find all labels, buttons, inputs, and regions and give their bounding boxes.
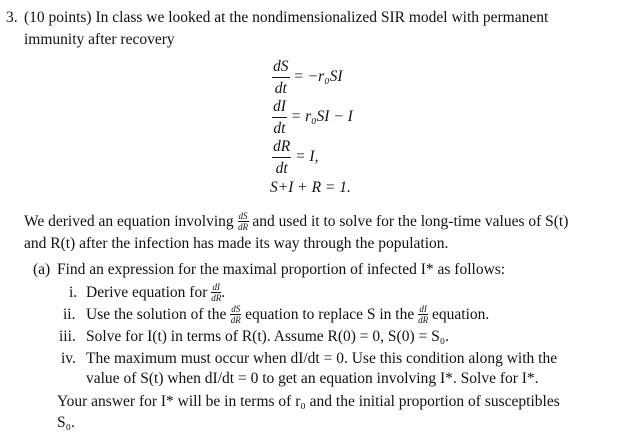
equation-rhs: = r₀SI − I: [290, 108, 353, 126]
fraction-numerator: dR: [272, 139, 291, 158]
derived-line1: [24, 212, 568, 232]
item-iii-label: iii.: [59, 328, 76, 345]
item-iii-text: Solve for I(t) in terms of R(t). Assume R(0) = 0, S(0) = S₀.: [86, 328, 449, 345]
fraction-numerator: dS: [238, 211, 248, 222]
item-iv-line2: value of S(t) when dI/dt = 0 to get an equation involving I*. Solve for I*.: [86, 370, 539, 387]
equation-di-dt: [272, 99, 353, 139]
answer-line2: S₀.: [57, 414, 75, 431]
fraction-numerator: dI: [272, 99, 287, 118]
fraction-numerator: dI: [419, 304, 427, 315]
fraction-dr-dt: [272, 139, 291, 176]
item-ii-text-a: Use the solution of the: [86, 306, 231, 323]
fraction-numerator: dS: [272, 59, 290, 78]
equation-rhs: = −r₀SI: [293, 68, 343, 86]
derived-text-b: and used it to solve for the long-time values of S(t): [248, 213, 569, 230]
problem-number: 3.: [6, 9, 18, 26]
answer-line1: Your answer for I* will be in terms of r₀ and the initial proportion of susceptibles: [57, 393, 560, 410]
fraction-denominator: dt: [273, 119, 286, 137]
item-i-text: [86, 283, 225, 303]
fraction-denominator: dt: [275, 159, 288, 177]
item-ii-text-b: equation to replace S in the: [241, 306, 419, 323]
item-iv-label: iv.: [61, 350, 76, 367]
fraction-di-dr: [211, 283, 221, 303]
equation-ds-dt: [272, 59, 343, 99]
part-a-label: (a): [33, 261, 51, 278]
fraction-denominator: dR: [211, 293, 222, 304]
fraction-ds-dr: [230, 305, 241, 325]
item-ii-label: ii.: [63, 306, 76, 323]
fraction-ds-dt: [272, 59, 290, 96]
fraction-denominator: dR: [238, 222, 249, 233]
item-i-end: .: [221, 284, 226, 301]
fraction-numerator: dS: [231, 304, 241, 315]
equation-rhs: = I,: [295, 148, 319, 166]
problem-header-line1: (10 points) In class we looked at the nondimensionalized SIR model with permanent: [24, 9, 549, 26]
fraction-numerator: dI: [212, 282, 220, 293]
fraction-ds-dr: [238, 212, 249, 232]
fraction-di-dr: [418, 305, 428, 325]
derived-text-a: We derived an equation involving: [24, 213, 238, 230]
item-ii-text-c: equation.: [428, 306, 490, 323]
fraction-denominator: dt: [274, 79, 287, 97]
item-ii-text: [86, 305, 489, 325]
item-iv-line1: The maximum must occur when dI/dt = 0. Use this condition along with the: [86, 350, 558, 367]
problem-header-line2: immunity after recovery: [24, 31, 175, 48]
fraction-denominator: dR: [230, 315, 241, 326]
item-i-label: i.: [69, 284, 78, 301]
derived-line2: and R(t) after the infection has made its way through the population.: [24, 235, 449, 252]
fraction-denominator: dR: [418, 315, 429, 326]
item-i-prefix: Derive equation for: [86, 284, 212, 301]
fraction-di-dt: [272, 99, 287, 136]
part-a-intro: Find an expression for the maximal proportion of infected I* as follows:: [57, 261, 506, 278]
equation-dr-dt: [272, 139, 318, 179]
equation-conservation: S+I + R = 1.: [270, 179, 351, 196]
